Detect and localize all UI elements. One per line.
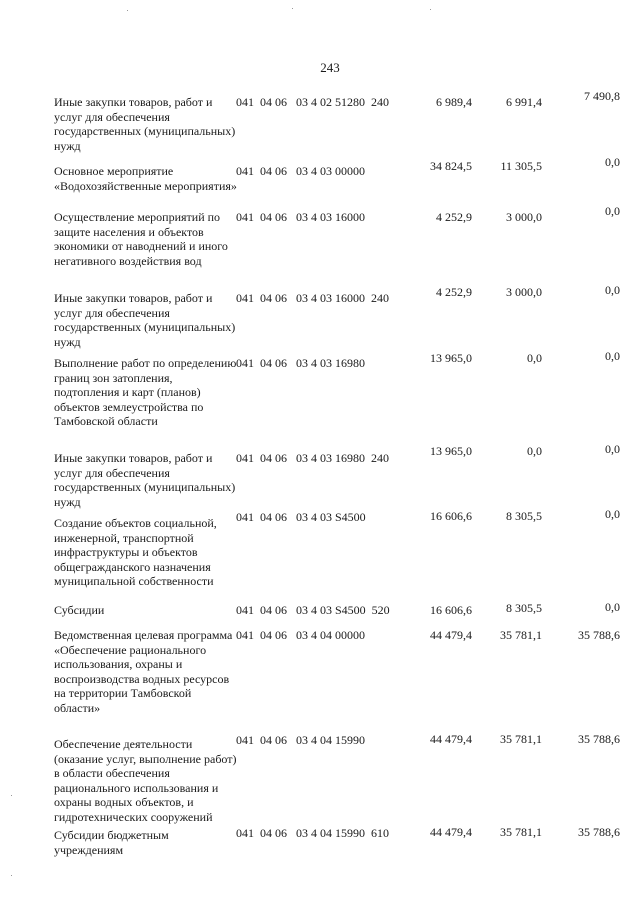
table-row	[0, 155, 640, 193]
row-code: 041 04 06 03 4 03 16980	[236, 356, 365, 370]
row-value-3: 0,0	[605, 600, 620, 614]
row-name: Выполнение работ по определению границ зон затопления, подтопления и карт (планов) объектов землеустройства по Тамбовской области	[54, 356, 237, 429]
scan-speck	[127, 10, 128, 11]
row-value-1: 16 606,6	[430, 509, 472, 523]
row-code: 041 04 06 03 4 03 16000 240	[236, 291, 389, 305]
row-code: 041 04 06 03 4 04 15990	[236, 733, 365, 747]
row-code: 041 04 06 03 4 04 00000	[236, 628, 365, 642]
row-value-2: 35 781,1	[500, 825, 542, 839]
row-value-1: 44 479,4	[430, 825, 472, 839]
row-value-2: 0,0	[527, 444, 542, 458]
row-value-3: 35 788,6	[578, 732, 620, 746]
row-value-1: 13 965,0	[430, 444, 472, 458]
row-value-2: 35 781,1	[500, 628, 542, 642]
row-name: Обеспечение деятельности (оказание услуг, выполнение работ) в области обеспечения рационального использования и охраны водных объектов, и гидротехнических сооружений	[54, 737, 237, 824]
table-row	[0, 825, 640, 857]
row-value-2: 0,0	[527, 351, 542, 365]
row-value-2: 8 305,5	[506, 509, 542, 523]
scan-speck	[292, 8, 293, 9]
row-name: Осуществление мероприятий по защите населения и объектов экономики от наводнений и иного негативного воздействия вод	[54, 210, 228, 268]
row-value-2: 11 305,5	[500, 159, 542, 173]
scan-speck	[430, 9, 431, 10]
table-row	[0, 89, 640, 153]
row-value-2: 3 000,0	[506, 285, 542, 299]
table-row	[0, 283, 640, 349]
row-name: Субсидии	[54, 603, 105, 617]
table-row	[0, 732, 640, 824]
table-row	[0, 628, 640, 715]
row-value-3: 0,0	[605, 283, 620, 297]
row-value-3: 0,0	[605, 204, 620, 218]
row-value-1: 4 252,9	[436, 210, 472, 224]
row-code: 041 04 06 03 4 03 16000	[236, 210, 365, 224]
row-name: Создание объектов социальной, инженерной, транспортной инфраструктуры и объектов общегражданского назначения муниципальной собственности	[54, 516, 217, 589]
table-row	[0, 204, 640, 268]
row-code: 041 04 06 03 4 03 S4500 520	[236, 603, 390, 617]
row-name: Иные закупки товаров, работ и услуг для обеспечения государственных (муниципальных) нужд	[54, 291, 236, 349]
row-value-1: 13 965,0	[430, 351, 472, 365]
row-name: Основное мероприятие «Водохозяйственные мероприятия»	[54, 164, 237, 193]
row-value-3: 0,0	[605, 155, 620, 169]
table-row	[0, 442, 640, 509]
row-value-2: 3 000,0	[506, 210, 542, 224]
row-code: 041 04 06 03 4 03 16980 240	[236, 451, 389, 465]
row-code: 041 04 06 03 4 02 51280 240	[236, 95, 389, 109]
row-code: 041 04 06 03 4 04 15990 610	[236, 826, 389, 840]
row-value-1: 6 989,4	[436, 95, 472, 109]
row-value-1: 34 824,5	[430, 159, 472, 173]
row-value-3: 35 788,6	[578, 628, 620, 642]
row-value-2: 35 781,1	[500, 732, 542, 746]
row-code: 041 04 06 03 4 03 00000	[236, 164, 365, 178]
row-value-1: 44 479,4	[430, 628, 472, 642]
row-value-1: 44 479,4	[430, 732, 472, 746]
row-value-1: 16 606,6	[430, 603, 472, 617]
row-value-1: 4 252,9	[436, 285, 472, 299]
row-value-3: 0,0	[605, 349, 620, 363]
page-number: 243	[320, 60, 340, 75]
row-name: Ведомственная целевая программа «Обеспечение рационального использования, охраны и воспроизводства водных ресурсов на территории Тамбовской области»	[54, 628, 233, 715]
table-row	[0, 600, 640, 617]
row-value-3: 7 490,8	[584, 89, 620, 103]
row-name: Иные закупки товаров, работ и услуг для обеспечения государственных (муниципальных) нужд	[54, 95, 236, 153]
row-value-2: 6 991,4	[506, 95, 542, 109]
scan-speck	[11, 875, 12, 876]
scan-speck	[11, 795, 12, 796]
row-code: 041 04 06 03 4 03 S4500	[236, 510, 366, 524]
row-value-3: 35 788,6	[578, 825, 620, 839]
table-row	[0, 349, 640, 429]
row-name: Субсидии бюджетным учреждениям	[54, 828, 169, 857]
row-name: Иные закупки товаров, работ и услуг для обеспечения государственных (муниципальных) нужд	[54, 451, 236, 509]
row-value-3: 0,0	[605, 507, 620, 521]
table-row	[0, 507, 640, 589]
row-value-2: 8 305,5	[506, 601, 542, 615]
row-value-3: 0,0	[605, 442, 620, 456]
